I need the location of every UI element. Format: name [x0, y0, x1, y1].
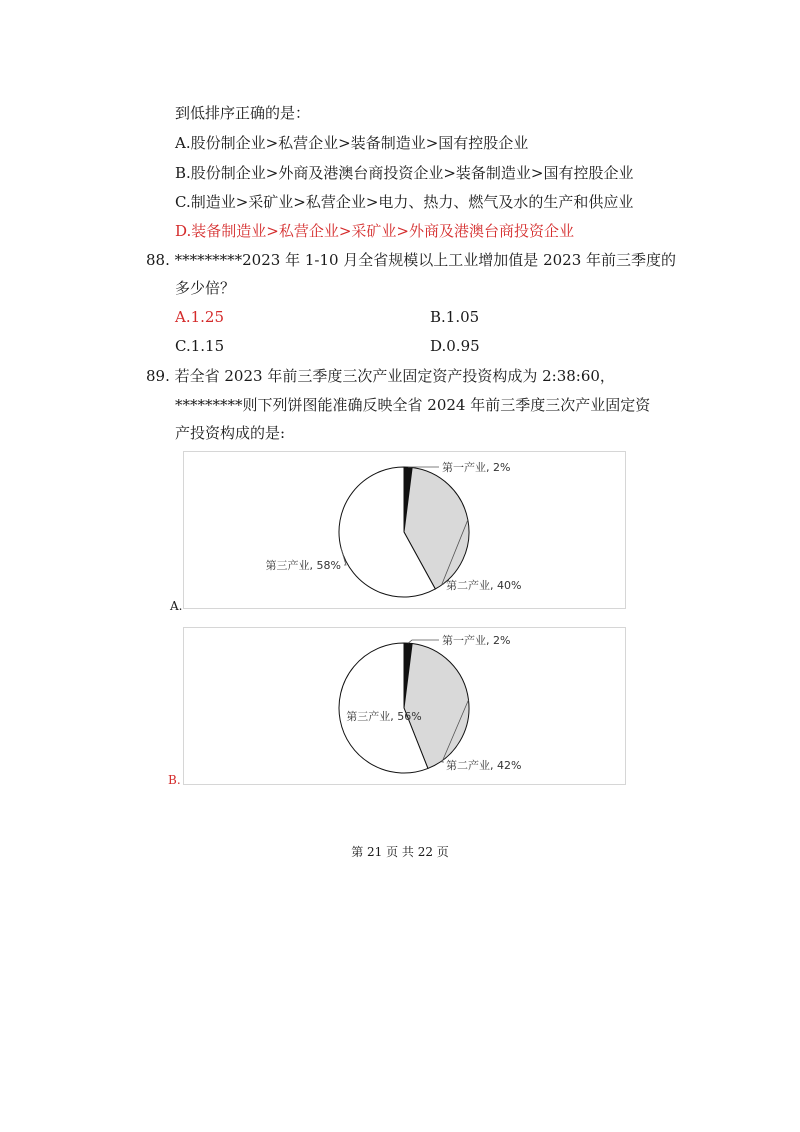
q88-option-d: D.0.95 — [430, 337, 480, 355]
q88-stem-line1: 88. *********2023 年 1-10 月全省规模以上工业增加值是 2023 年前三季度的 — [146, 251, 677, 269]
pie-b-label-1: 第二产业, 42% — [446, 759, 522, 772]
pie-chart-a-frame — [183, 451, 626, 609]
q87-option-b: B.股份制企业>外商及港澳台商投资企业>装备制造业>国有控股企业 — [175, 164, 634, 182]
pie-chart-b-frame — [183, 627, 626, 785]
q87-stem-tail: 到低排序正确的是： — [175, 104, 311, 122]
q87-option-d-answer: D.装备制造业>私营企业>采矿业>外商及港澳台商投资企业 — [175, 222, 574, 240]
q89-stem-line2: *********则下列饼图能准确反映全省 2024 年前三季度三次产业固定资 — [175, 396, 651, 414]
pie-chart-a — [184, 452, 625, 608]
pie-b-leader-0 — [408, 640, 439, 643]
pie-chart-b — [184, 628, 625, 784]
q88-option-c: C.1.15 — [175, 337, 225, 355]
pie-a-label-0: 第一产业, 2% — [442, 461, 511, 474]
q87-option-a: A.股份制企业>私营企业>装备制造业>国有控股企业 — [175, 134, 529, 152]
q88-option-b: B.1.05 — [430, 308, 480, 326]
pie-a-label-2: 第三产业, 58% — [265, 559, 341, 572]
q88-option-a-answer: A.1.25 — [175, 308, 224, 326]
q88-stem-line2: 多少倍？ — [175, 279, 236, 297]
q89-stem-line3: 产投资构成的是: — [175, 424, 286, 442]
chart-a-tag: A. — [170, 599, 183, 613]
pie-b-label-2: 第三产业, 56% — [346, 710, 422, 723]
pie-a-label-1: 第二产业, 40% — [446, 579, 522, 592]
chart-b-tag-answer: B. — [168, 773, 181, 787]
page-footer: 第 21 页 共 22 页 — [351, 845, 449, 859]
q87-option-c: C.制造业>采矿业>私营企业>电力、热力、燃气及水的生产和供应业 — [175, 193, 634, 211]
pie-b-label-0: 第一产业, 2% — [442, 634, 511, 647]
q89-stem-line1: 89. 若全省 2023 年前三季度三次产业固定资产投资构成为 2:38:60， — [146, 367, 615, 385]
